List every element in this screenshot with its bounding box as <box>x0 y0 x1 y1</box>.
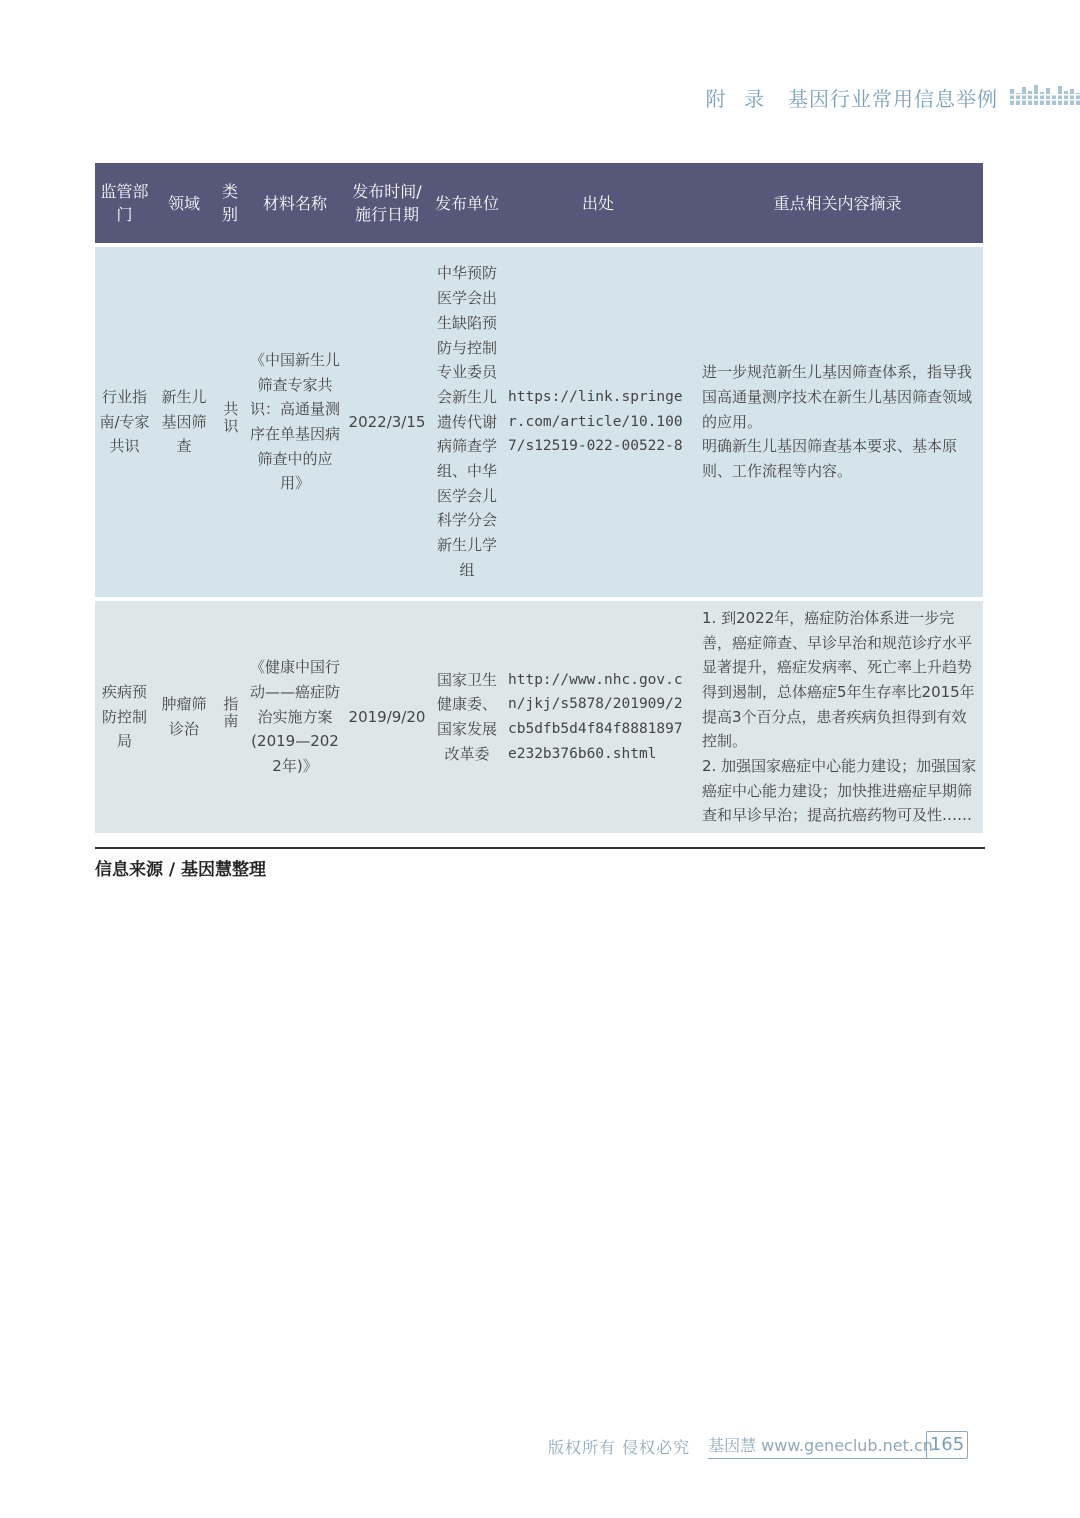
col-header-category: 类别 <box>214 163 246 247</box>
header-title: 基因行业常用信息举例 <box>788 86 998 111</box>
col-header-date: 发布时间/施行日期 <box>344 163 430 247</box>
cell-date: 2022/3/15 <box>344 247 430 601</box>
cell-source-link[interactable]: http://www.nhc.gov.cn/jkj/s5878/201909/2cb5dfb5d4f84f8881897e232b376b60.shtml <box>504 601 692 833</box>
col-header-dept: 监管部门 <box>95 163 154 247</box>
source-note: 信息来源 / 基因慧整理 <box>95 860 267 880</box>
running-header <box>706 82 998 112</box>
cell-dept: 疾病预防控制局 <box>95 601 154 833</box>
cell-category <box>214 601 246 833</box>
col-header-material: 材料名称 <box>246 163 344 247</box>
footer-copyright: 版权所有 侵权必究 <box>548 1437 691 1457</box>
summary-paragraph: 进一步规范新生儿基因筛查体系，指导我国高通量测序技术在新生儿基因筛查领域的应用。 <box>702 363 973 431</box>
footer-brand-link[interactable]: 基因慧 www.geneclub.net.cn <box>708 1433 933 1459</box>
cell-field: 肿瘤筛诊治 <box>154 601 214 833</box>
table-header-row <box>95 163 983 247</box>
header-decoration-icon <box>1010 83 1080 105</box>
page-footer <box>548 1434 933 1458</box>
col-header-summary: 重点相关内容摘录 <box>692 163 983 247</box>
category-text: 共识 <box>221 401 240 436</box>
header-section: 附 录 <box>705 86 770 111</box>
cell-summary <box>692 601 983 833</box>
cell-category <box>214 247 246 601</box>
cell-material: 《中国新生儿筛查专家共识：高通量测序在单基因病筛查中的应用》 <box>246 247 344 601</box>
page-number: 165 <box>926 1431 968 1459</box>
summary-paragraph: 明确新生儿基因筛查基本要求、基本原则、工作流程等内容。 <box>702 437 958 481</box>
cell-publisher: 国家卫生健康委、国家发展改革委 <box>430 601 504 833</box>
table-row <box>95 247 983 601</box>
col-header-publisher: 发布单位 <box>430 163 504 247</box>
cell-source-link[interactable]: https://link.springer.com/article/10.1007/s12519-022-00522-8 <box>504 247 692 601</box>
table-row <box>95 601 983 833</box>
col-header-source: 出处 <box>504 163 692 247</box>
col-header-field: 领域 <box>154 163 214 247</box>
category-text: 指南 <box>221 696 240 731</box>
cell-material: 《健康中国行动——癌症防治实施方案(2019—2022年)》 <box>246 601 344 833</box>
table-bottom-rule <box>95 847 985 849</box>
cell-field: 新生儿基因筛查 <box>154 247 214 601</box>
summary-paragraph: 1. 到2022年，癌症防治体系进一步完善，癌症筛查、早诊早治和规范诊疗水平显著提升，癌症发病率、死亡率上升趋势得到遏制，总体癌症5年生存率比2015年提高3个百分点，患者疾病负担得到有效控制。 <box>702 608 975 751</box>
cell-date: 2019/9/20 <box>344 601 430 833</box>
cell-publisher: 中华预防医学会出生缺陷预防与控制专业委员会新生儿遗传代谢病筛查学组、中华医学会儿科学分会新生儿学组 <box>430 247 504 601</box>
summary-paragraph: 2. 加强国家癌症中心能力建设；加强国家癌症中心能力建设；加快推进癌症早期筛查和早诊早治；提高抗癌药物可及性…… <box>702 757 977 825</box>
cell-summary <box>692 247 983 601</box>
cell-dept: 行业指南/专家共识 <box>95 247 154 601</box>
regulation-table <box>95 163 983 833</box>
